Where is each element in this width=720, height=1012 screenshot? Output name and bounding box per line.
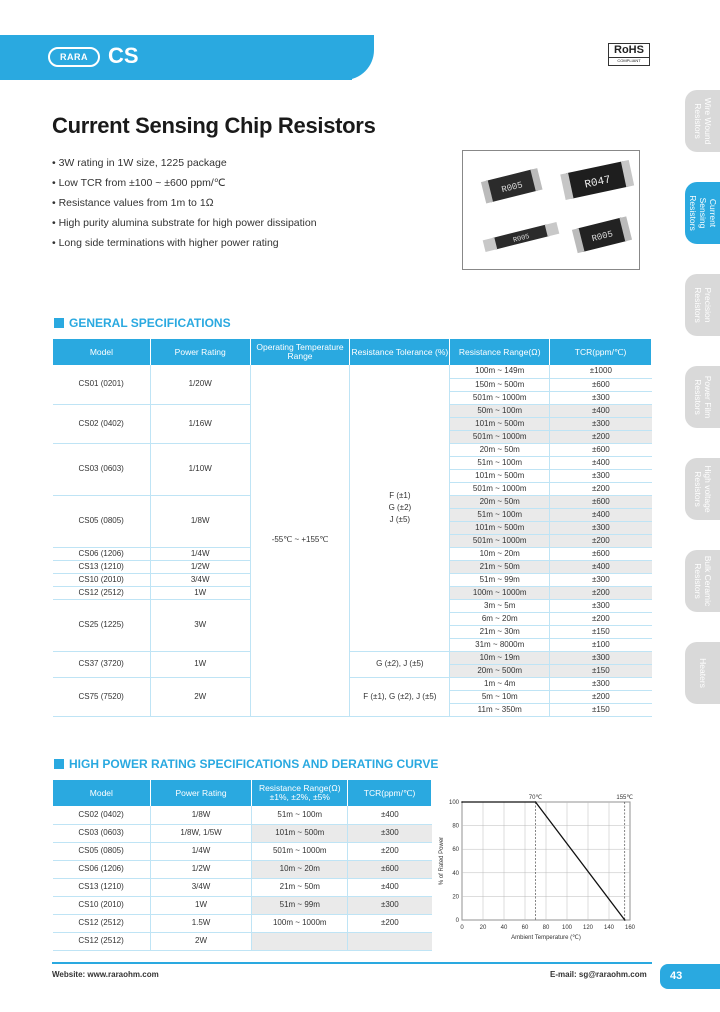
range-cell: 20m ~ 500m [450, 664, 550, 677]
y-tick-label: 80 [452, 823, 459, 830]
range-cell: 51m ~ 99m [252, 896, 348, 914]
tcr-cell: ±600 [550, 495, 652, 508]
photo-label: R047 [583, 174, 612, 192]
range-cell: 501m ~ 1000m [450, 391, 550, 404]
table-row [53, 806, 432, 824]
power-cell: 1/16W [150, 404, 250, 443]
tcr-cell: ±400 [550, 404, 652, 417]
power-cell: 2W [150, 677, 250, 716]
col-header-range: Resistance Range(Ω) ±1%, ±2%, ±5% [252, 780, 348, 806]
table-row [53, 824, 432, 842]
rohs-compliant-label: COMPLIANT [609, 57, 649, 64]
side-tab-precision[interactable] [685, 274, 720, 336]
model-cell: CS12 (2512) [53, 586, 151, 599]
range-cell: 10m ~ 20m [450, 547, 550, 560]
x-tick-label: 20 [479, 925, 487, 931]
footer-email[interactable]: E-mail: sg@raraohm.com [550, 970, 647, 979]
range-cell: 50m ~ 100m [450, 404, 550, 417]
tcr-cell: ±300 [550, 573, 652, 586]
footer-divider [52, 962, 652, 964]
x-tick-label: 160 [624, 925, 636, 931]
annotation-label: 155℃ [616, 795, 634, 801]
power-cell: 1W [150, 651, 250, 677]
model-cell: CS06 (1206) [53, 860, 151, 878]
col-header-tcr: TCR(ppm/℃) [550, 339, 652, 365]
range-cell: 20m ~ 50m [450, 443, 550, 456]
feature-item: • Resistance values from 1m to 1Ω [52, 196, 317, 216]
power-cell: 1/4W [150, 547, 250, 560]
x-tick-label: 0 [460, 925, 464, 931]
tolerance-cell: F (±1), G (±2), J (±5) [350, 677, 450, 716]
table-row [53, 932, 432, 950]
table-row [53, 365, 652, 378]
high-power-title: HIGH POWER RATING SPECIFICATIONS AND DERATING CURVE [69, 757, 439, 771]
x-tick-label: 80 [542, 925, 550, 931]
y-tick-label: 100 [448, 800, 459, 806]
tcr-cell: ±150 [550, 664, 652, 677]
range-cell: 51m ~ 100m [252, 806, 348, 824]
high-power-body [53, 806, 432, 950]
col-header-model: Model [53, 780, 151, 806]
general-spec-body [53, 365, 652, 716]
range-cell: 101m ~ 500m [252, 824, 348, 842]
range-cell: 51m ~ 100m [450, 456, 550, 469]
tcr-cell: ±200 [348, 914, 432, 932]
photo-label: R005 [512, 233, 531, 245]
tcr-cell: ±200 [550, 690, 652, 703]
power-cell: 1/4W [150, 842, 252, 860]
model-cell: CS10 (2010) [53, 573, 151, 586]
range-cell: 51m ~ 100m [450, 508, 550, 521]
general-spec-title: GENERAL SPECIFICATIONS [69, 316, 231, 330]
tcr-cell: ±150 [550, 703, 652, 716]
model-cell: CS10 (2010) [53, 896, 151, 914]
tcr-cell: ±300 [550, 521, 652, 534]
table-row [53, 651, 652, 664]
rohs-badge [608, 43, 650, 66]
resistor-illustration [463, 151, 639, 269]
side-tab-high-voltage[interactable] [685, 458, 720, 520]
model-cell: CS02 (0402) [53, 806, 151, 824]
range-cell: 100m ~ 1000m [450, 586, 550, 599]
col-header-temp: Operating Temperature Range [250, 339, 350, 365]
col-header-range: Resistance Range(Ω) [450, 339, 550, 365]
tcr-cell: ±400 [348, 806, 432, 824]
tcr-cell: ±400 [348, 878, 432, 896]
tcr-cell: ±200 [550, 430, 652, 443]
tcr-cell: ±300 [550, 677, 652, 690]
tolerance-line: F (±1) [389, 490, 411, 500]
feature-item: • Low TCR from ±100 ~ ±600 ppm/℃ [52, 176, 317, 196]
model-cell: CS02 (0402) [53, 404, 151, 443]
power-cell: 1W [150, 586, 250, 599]
tcr-cell: ±100 [550, 638, 652, 651]
tcr-cell: ±1000 [550, 365, 652, 378]
table-row [53, 842, 432, 860]
range-cell: 101m ~ 500m [450, 469, 550, 482]
tcr-cell: ±200 [550, 612, 652, 625]
tcr-cell: ±600 [550, 443, 652, 456]
x-tick-label: 140 [603, 925, 615, 931]
model-cell: CS37 (3720) [53, 651, 151, 677]
tcr-cell: ±600 [348, 860, 432, 878]
range-cell: 20m ~ 50m [450, 495, 550, 508]
page-title: Current Sensing Chip Resistors [52, 113, 376, 138]
side-tab-label: Power Film Resistors [692, 375, 713, 419]
y-axis-label: % of Rated Power [439, 836, 445, 886]
tcr-cell: ±300 [550, 391, 652, 404]
model-cell: CS06 (1206) [53, 547, 151, 560]
table-row [53, 860, 432, 878]
power-cell: 1/20W [150, 365, 250, 404]
tcr-cell: ±600 [550, 547, 652, 560]
range-cell: 11m ~ 350m [450, 703, 550, 716]
tcr-cell: ±300 [550, 599, 652, 612]
model-cell: CS75 (7520) [53, 677, 151, 716]
power-cell: 1/8W [150, 495, 250, 547]
y-tick-label: 20 [452, 894, 459, 901]
feature-item: • High purity alumina substrate for high power dissipation [52, 216, 317, 236]
product-photo [462, 150, 640, 270]
side-tab-label: Bulk Ceramic Resistors [692, 555, 713, 607]
series-code: CS [108, 43, 139, 68]
table-header-row [53, 339, 652, 365]
rohs-label: RoHS [614, 44, 644, 56]
side-tab-heaters[interactable] [685, 642, 720, 704]
model-cell: CS25 (1225) [53, 599, 151, 651]
power-cell: 3/4W [150, 878, 252, 896]
tcr-cell: ±200 [550, 586, 652, 599]
tolerance-cell [350, 365, 450, 651]
range-cell: 31m ~ 8000m [450, 638, 550, 651]
range-cell: 1m ~ 4m [450, 677, 550, 690]
x-tick-label: 100 [561, 925, 573, 931]
general-spec-table [52, 339, 652, 717]
model-cell: CS03 (0603) [53, 824, 151, 842]
x-tick-label: 120 [582, 925, 594, 931]
range-cell: 501m ~ 1000m [450, 482, 550, 495]
table-row [53, 896, 432, 914]
tolerance-cell: G (±2), J (±5) [350, 651, 450, 677]
model-cell: CS12 (2512) [53, 932, 151, 950]
power-cell: 1/2W [150, 860, 252, 878]
x-tick-label: 60 [521, 925, 529, 931]
tcr-cell: ±300 [348, 824, 432, 842]
tcr-cell: ±300 [550, 417, 652, 430]
derating-chart [434, 788, 644, 943]
power-cell: 3/4W [150, 573, 250, 586]
model-cell: CS01 (0201) [53, 365, 151, 404]
photo-label: R005 [500, 180, 524, 196]
feature-item: • 3W rating in 1W size, 1225 package [52, 156, 317, 176]
tolerance-line: J (±5) [389, 514, 411, 524]
range-cell: 51m ~ 99m [450, 573, 550, 586]
derating-chart-svg [434, 788, 644, 943]
data-point [461, 801, 463, 803]
power-cell: 1/8W [150, 806, 252, 824]
table-row [53, 878, 432, 896]
range-cell: 100m ~ 149m [450, 365, 550, 378]
tcr-cell: ±400 [550, 508, 652, 521]
col-header-power: Power Rating [150, 780, 252, 806]
tcr-cell: ±400 [550, 560, 652, 573]
tcr-cell: ±300 [550, 651, 652, 664]
company-logo: RARA [48, 47, 100, 67]
power-cell: 2W [150, 932, 252, 950]
range-cell: 5m ~ 10m [450, 690, 550, 703]
side-tab-label: Current Sensing Resistors [687, 195, 718, 231]
col-header-tcr: TCR(ppm/℃) [348, 780, 432, 806]
tcr-cell: ±600 [550, 378, 652, 391]
feature-list [52, 156, 317, 256]
table-row [53, 914, 432, 932]
annotation-label: 70℃ [528, 795, 543, 801]
side-tab-label: Precision Resistors [692, 287, 713, 323]
range-cell: 100m ~ 1000m [252, 914, 348, 932]
y-tick-label: 0 [455, 918, 459, 924]
feature-item: • Long side terminations with higher power rating [52, 236, 317, 256]
tcr-cell: ±150 [550, 625, 652, 638]
table-header-row [53, 780, 432, 806]
model-cell: CS05 (0805) [53, 842, 151, 860]
tcr-cell [348, 932, 432, 950]
power-cell: 3W [150, 599, 250, 651]
temp-range-cell: -55℃ ~ +155℃ [250, 365, 350, 716]
col-header-model: Model [53, 339, 151, 365]
side-tab-current-sensing[interactable] [685, 182, 720, 244]
power-cell: 1.5W [150, 914, 252, 932]
y-tick-label: 60 [452, 847, 459, 854]
model-cell: CS03 (0603) [53, 443, 151, 495]
table-row [53, 677, 652, 690]
power-cell: 1/2W [150, 560, 250, 573]
range-cell: 10m ~ 19m [450, 651, 550, 664]
range-cell [252, 932, 348, 950]
range-cell: 101m ~ 500m [450, 417, 550, 430]
high-power-table [52, 780, 432, 951]
tcr-cell: ±200 [550, 534, 652, 547]
side-tab-label: Wire Wound Resistors [692, 97, 713, 145]
side-tab-label: Heaters [697, 658, 708, 688]
range-cell: 21m ~ 30m [450, 625, 550, 638]
range-cell: 21m ~ 50m [450, 560, 550, 573]
footer-website[interactable]: Website: www.raraohm.com [52, 970, 159, 979]
range-cell: 101m ~ 500m [450, 521, 550, 534]
model-cell: CS05 (0805) [53, 495, 151, 547]
range-cell: 501m ~ 1000m [252, 842, 348, 860]
side-tab-wire-wound[interactable] [685, 90, 720, 152]
tcr-cell: ±200 [348, 842, 432, 860]
tcr-cell: ±200 [550, 482, 652, 495]
model-cell: CS13 (1210) [53, 878, 151, 896]
high-power-heading [54, 757, 438, 771]
page-number: 43 [660, 964, 720, 989]
power-cell: 1/10W [150, 443, 250, 495]
side-tab-label: High voltage Resistors [692, 465, 713, 513]
model-cell: CS12 (2512) [53, 914, 151, 932]
photo-label: R005 [590, 229, 615, 245]
power-cell: 1W [150, 896, 252, 914]
range-cell: 501m ~ 1000m [450, 534, 550, 547]
side-tab-power-film[interactable] [685, 366, 720, 428]
range-cell: 150m ~ 500m [450, 378, 550, 391]
x-axis-label: Ambient Temperature (℃) [511, 935, 581, 941]
section-square-icon [54, 759, 64, 769]
range-cell: 6m ~ 20m [450, 612, 550, 625]
x-tick-label: 40 [500, 925, 508, 931]
range-cell: 10m ~ 20m [252, 860, 348, 878]
tcr-cell: ±300 [550, 469, 652, 482]
range-cell: 501m ~ 1000m [450, 430, 550, 443]
tolerance-line: G (±2) [388, 502, 412, 512]
power-cell: 1/8W, 1/5W [150, 824, 252, 842]
col-header-power: Power Rating [150, 339, 250, 365]
range-cell: 3m ~ 5m [450, 599, 550, 612]
range-cell: 21m ~ 50m [252, 878, 348, 896]
general-spec-heading [54, 316, 231, 330]
tcr-cell: ±300 [348, 896, 432, 914]
side-tab-bulk-ceramic[interactable] [685, 550, 720, 612]
y-tick-label: 40 [452, 870, 459, 877]
tcr-cell: ±400 [550, 456, 652, 469]
col-header-tolerance: Resistance Tolerance (%) [350, 339, 450, 365]
model-cell: CS13 (1210) [53, 560, 151, 573]
section-square-icon [54, 318, 64, 328]
